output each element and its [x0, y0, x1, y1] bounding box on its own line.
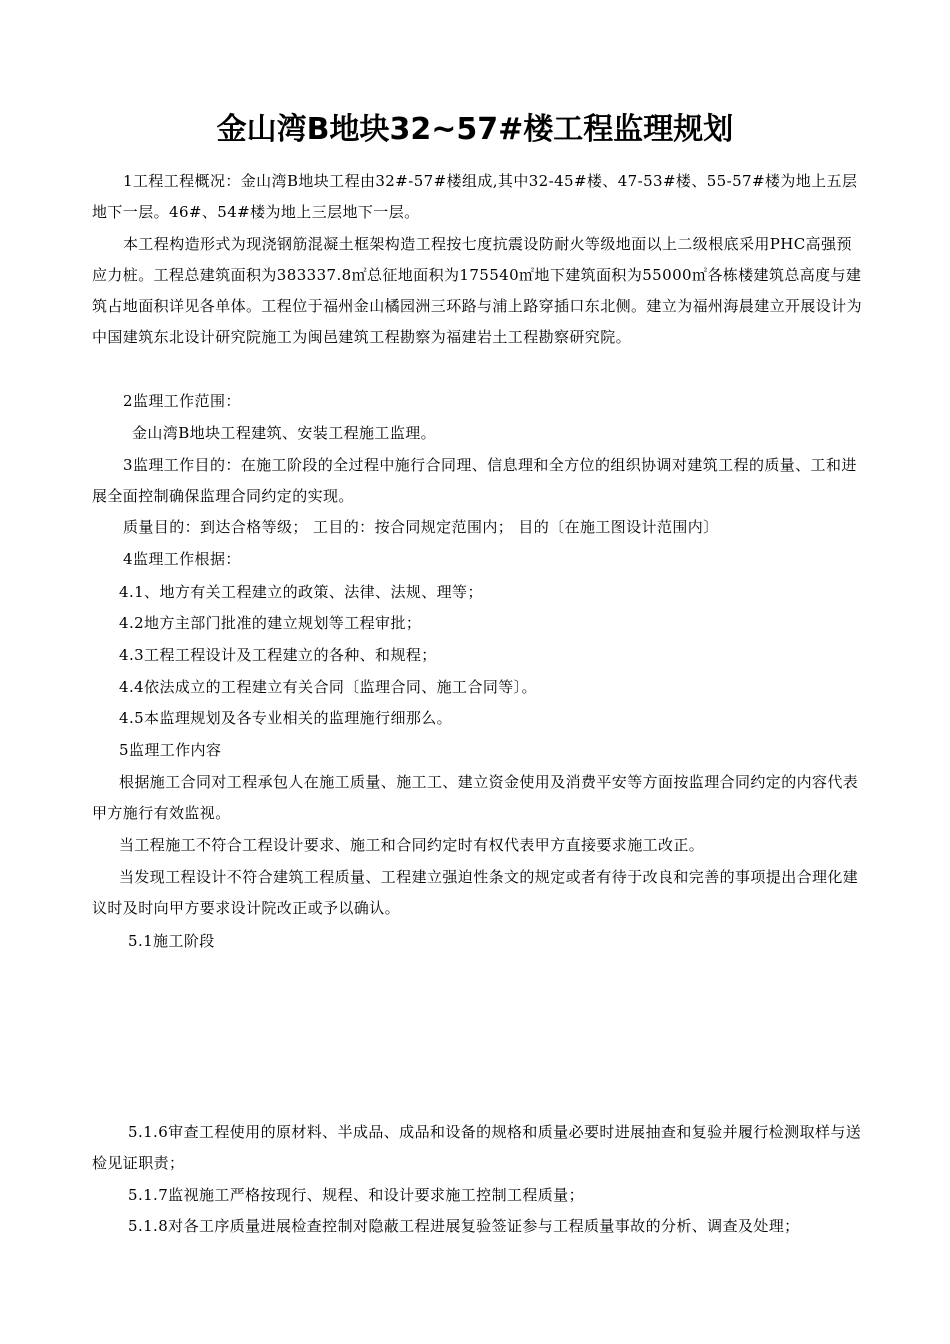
paragraph-structure-description: 本工程构造形式为现浇钢筋混凝土框架构造工程按七度抗震设防耐火等级地面以上二级根底采用PHC高强预应力桩。工程总建筑面积为383337.8㎡总征地面积为175540㎡地下建筑面积为55000㎡各栋楼建筑总高度与建筑占地面积详见各单体。工程位于福州金山橘园洲三环路与浦上路穿插口东北侧。建立为福州海晨建立开展设计为中国建筑东北设计研究院施工为闽邑建筑工程勘察为福建岩土工程勘察研究院。 [92, 235, 863, 346]
paragraph-basis-4-5: 4.5本监理规划及各专业相关的监理施行细那么。 [119, 709, 453, 727]
paragraph-content-correction: 当工程施工不符合工程设计要求、施工和合同约定时有权代表甲方直接要求施工改正。 [119, 836, 705, 854]
paragraph-scope-content: 金山湾B地块工程建筑、安装工程施工监理。 [132, 424, 437, 442]
document-title: 金山湾B地块32~57#楼工程监理规划 [216, 112, 734, 147]
paragraph-content-design-issues: 当发现工程设计不符合建筑工程质量、工程建立强迫性条文的规定或者有待于改良和完善的事项提出合理化建议时及时向甲方要求设计院改正或予以确认。 [92, 868, 859, 917]
paragraph-basis-4-3: 4.3工程工程设计及工程建立的各种、和规程； [119, 646, 437, 664]
paragraph-item-5-1-8: 5.1.8对各工序质量进展检查控制对隐蔽工程进展复验签证参与工程质量事故的分析、调查及处理； [128, 1217, 800, 1235]
paragraph-basis-4-2: 4.2地方主部门批准的建立规划等工程审批； [119, 614, 422, 632]
paragraph-project-overview: 1工程工程概况：金山湾B地块工程由32#-57#楼组成,其中32-45#楼、47-53#楼、55-57#楼为地上五层地下一层。46#、54#楼为地上三层地下一层。 [92, 172, 858, 221]
paragraph-content-supervision: 根据施工合同对工程承包人在施工质量、施工工、建立资金使用及消费平安等方面按监理合同约定的内容代表甲方施行有效监视。 [92, 773, 859, 822]
paragraph-basis-4-4: 4.4依法成立的工程建立有关合同〔监理合同、施工合同等〕。 [119, 678, 537, 696]
paragraph-construction-phase-heading: 5.1施工阶段 [128, 932, 215, 950]
paragraph-content-heading: 5监理工作内容 [119, 741, 222, 759]
paragraph-item-5-1-6: 5.1.6审查工程使用的原材料、半成品、成品和设备的规格和质量必要时进展抽查和复验并履行检测取样与送检见证职责； [92, 1123, 862, 1172]
paragraph-scope-heading: 2监理工作范围： [123, 392, 241, 410]
paragraph-objective-targets: 质量目的：到达合格等级； 工目的：按合同规定范围内； 目的〔在施工图设计范围内〕 [123, 518, 719, 536]
paragraph-item-5-1-7: 5.1.7监视施工严格按现行、规程、和设计要求施工控制工程质量； [128, 1186, 584, 1204]
paragraph-basis-4-1: 4.1、地方有关工程建立的政策、法律、法规、理等； [119, 583, 483, 601]
paragraph-objectives: 3监理工作目的：在施工阶段的全过程中施行合同理、信息理和全方位的组织协调对建筑工程的质量、工和进展全面控制确保监理合同约定的实现。 [92, 456, 857, 505]
paragraph-basis-heading: 4监理工作根据： [123, 550, 241, 568]
